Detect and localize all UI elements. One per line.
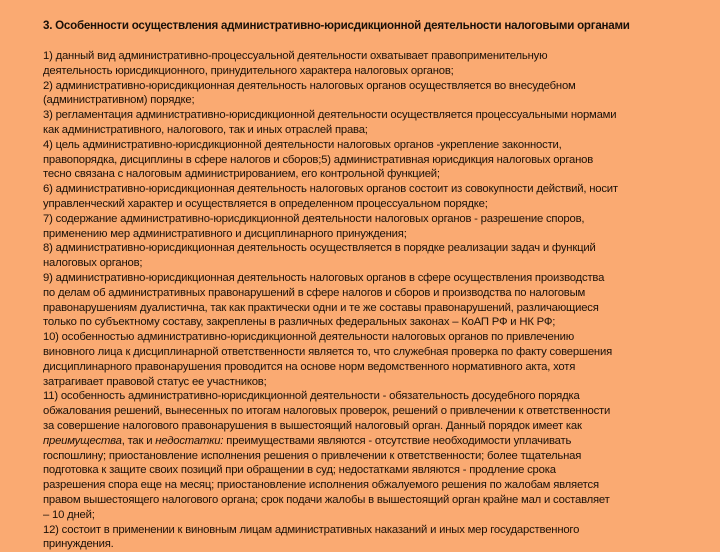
list-item bbox=[43, 241, 618, 271]
text-line: 3) регламентация административно-юрисдикционной деятельности осуществляется процессуальными нормами bbox=[43, 108, 618, 123]
slide-body bbox=[43, 49, 618, 552]
list-item bbox=[43, 389, 618, 522]
text-line bbox=[43, 434, 618, 449]
text-line: за совершение налогового правонарушения в вышестоящий налоговый орган. Данный порядок имеет как bbox=[43, 419, 618, 434]
list-item bbox=[43, 523, 618, 552]
text-line: разрешения спора еще на месяц; приостановление исполнения обжалуемого решения по жалобам является bbox=[43, 478, 618, 493]
text-line: 10) особенностью административно-юрисдикционной деятельности налоговых органов по привлечению bbox=[43, 330, 618, 345]
list-item bbox=[43, 108, 618, 138]
text-line: 8) административно-юрисдикционная деятельность осуществляется в порядке реализации задач и функций bbox=[43, 241, 618, 256]
text-line: деятельность юрисдикционного, принудительного характера налоговых органов; bbox=[43, 64, 618, 79]
text-line: как административного, налогового, так и иных отраслей права; bbox=[43, 123, 618, 138]
list-item bbox=[43, 79, 618, 109]
text-line: обжалования решений, вынесенных по итогам налоговых проверок, решений о привлечении к ответственности bbox=[43, 404, 618, 419]
text-line: 2) административно-юрисдикционная деятельность налоговых органов осуществляется во внесудебном bbox=[43, 79, 618, 94]
text-line: только по субъектному составу, закреплены в различных федеральных законах – КоАП РФ и НК РФ; bbox=[43, 315, 618, 330]
text-line: 1) данный вид административно-процессуальной деятельности охватывает правоприменительную bbox=[43, 49, 618, 64]
text-line: правом вышестоящего налогового органа; срок подачи жалобы в вышестоящий орган крайне мал и составляет bbox=[43, 493, 618, 508]
text-line: дисциплинарного правонарушения проводится на основе норм ведомственного нормативного акта, хотя bbox=[43, 360, 618, 375]
text-line: правопорядка, дисциплины в сфере налогов и сборов;5) административная юрисдикция налоговых органов bbox=[43, 153, 618, 168]
list-item bbox=[43, 138, 618, 182]
text-line: правонарушениям дуалистична, так как практически одни и те же составы правонарушений, различающиеся bbox=[43, 301, 618, 316]
text-line: принуждения. bbox=[43, 537, 618, 552]
list-item bbox=[43, 182, 618, 212]
slide-title: 3. Особенности осуществления административно-юрисдикционной деятельности налоговыми органами bbox=[43, 19, 630, 32]
italic-term: преимущества bbox=[43, 435, 122, 447]
text-line: госпошлину; приостановление исполнения решения о привлечении к ответственности; более тщательная bbox=[43, 449, 618, 464]
text-line: управленческий характер и осуществляется в определенном процессуальном порядке; bbox=[43, 197, 618, 212]
text-line: 12) состоит в применении к виновным лицам административных наказаний и иных мер государственного bbox=[43, 523, 618, 538]
text-line: подготовка к защите своих позиций при обращении в суд; недостатками являются - продление срока bbox=[43, 463, 618, 478]
text-line: (административном) порядке; bbox=[43, 93, 618, 108]
text-segment: , так и bbox=[122, 435, 156, 447]
text-line: затрагивает правовой статус ее участников; bbox=[43, 375, 618, 390]
text-line: 4) цель административно-юрисдикционной деятельности налоговых органов -укрепление законности, bbox=[43, 138, 618, 153]
text-segment: преимуществами являются - отсутствие необходимости уплачивать bbox=[223, 435, 571, 447]
text-line: 7) содержание административно-юрисдикционной деятельности налоговых органов - разрешение споров, bbox=[43, 212, 618, 227]
text-line: по делам об административных правонарушений в сфере налогов и сборов и производства по налоговым bbox=[43, 286, 618, 301]
list-item bbox=[43, 330, 618, 389]
list-item bbox=[43, 212, 618, 242]
italic-term: недостатки: bbox=[155, 435, 223, 447]
text-line: – 10 дней; bbox=[43, 508, 618, 523]
text-line: виновного лица к дисциплинарной ответственности является то, что служебная проверка по факту совершения bbox=[43, 345, 618, 360]
text-line: 9) административно-юрисдикционная деятельность налоговых органов в сфере осуществления производства bbox=[43, 271, 618, 286]
text-line: 11) особенность административно-юрисдикционной деятельности - обязательность досудебного порядка bbox=[43, 389, 618, 404]
list-item bbox=[43, 271, 618, 330]
list-item bbox=[43, 49, 618, 79]
text-line: тесно связана с налоговым администрированием, его контрольной функцией; bbox=[43, 167, 618, 182]
text-line: 6) административно-юрисдикционная деятельность налоговых органов состоит из совокупности действий, носит bbox=[43, 182, 618, 197]
text-line: применению мер административного и дисциплинарного принуждения; bbox=[43, 227, 618, 242]
text-line: налоговых органов; bbox=[43, 256, 618, 271]
